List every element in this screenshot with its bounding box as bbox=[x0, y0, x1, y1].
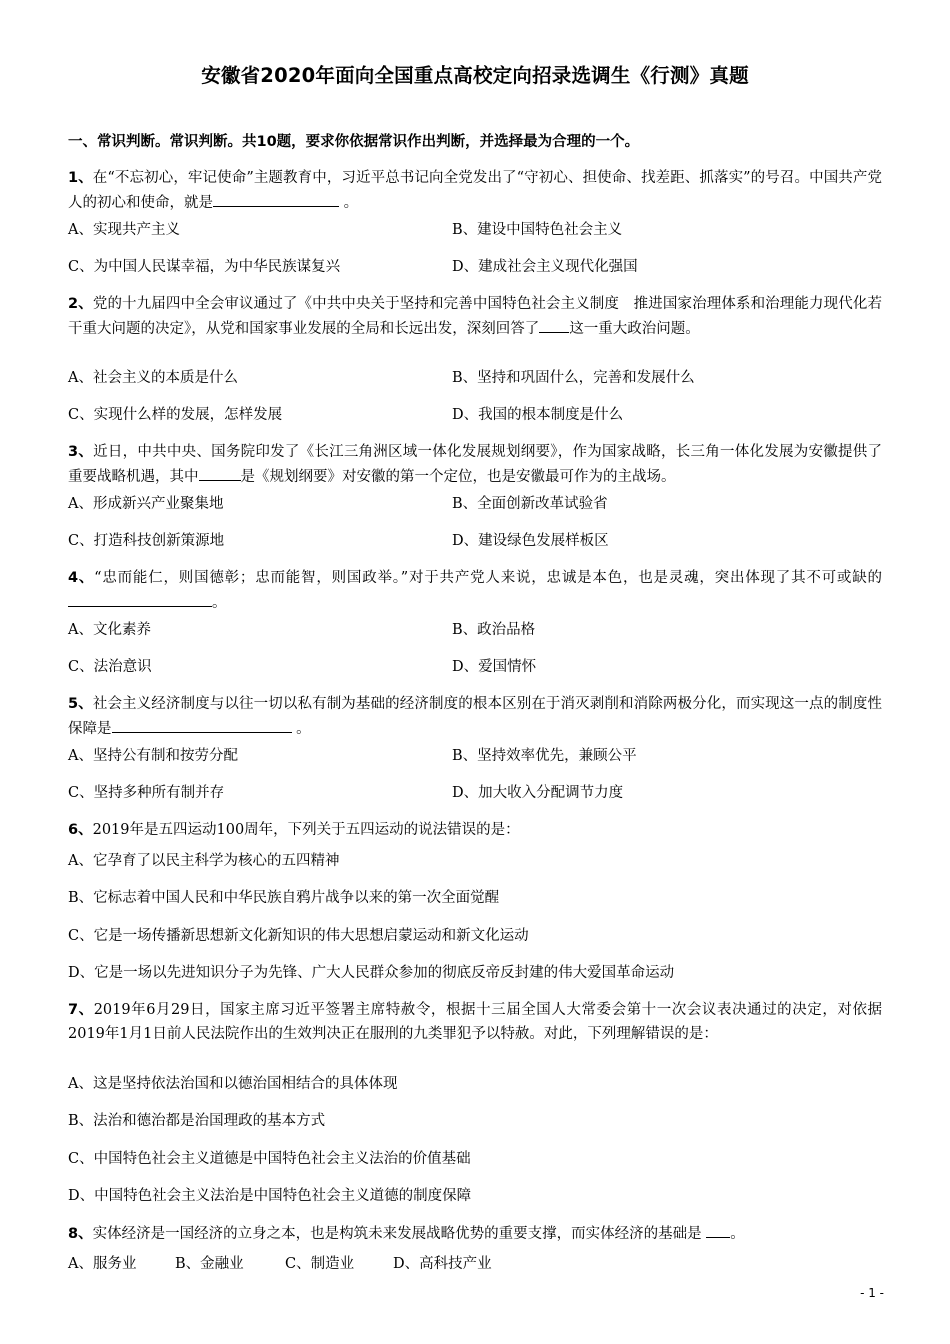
question-6-stem bbox=[68, 818, 882, 842]
question-text: 在“不忘初心，牢记使命”主题教育中，习近平总书记向全党发出了“守初心、担使命、找差距、抓落实”的号召。中国共产党人的初心和使命，就是 bbox=[68, 170, 882, 211]
option-a: A、这是坚持依法治国和以德治国相结合的具体体现 bbox=[68, 1076, 398, 1092]
question-text: 近日，中共中央、国务院印发了《长江三角洲区域一体化发展规划纲要》，作为国家战略，长三角一体化发展为安徽提供了重要战略机遇，其中 bbox=[68, 444, 882, 485]
option-c: C、制造业 bbox=[285, 1256, 355, 1272]
option-a: A、形成新兴产业聚集地 bbox=[68, 496, 224, 512]
option-d: D、加大收入分配调节力度 bbox=[452, 785, 624, 801]
question-text: 2019年是五四运动100周年，下列关于五四运动的说法错误的是： bbox=[92, 822, 520, 838]
question-number: 6、 bbox=[68, 822, 93, 838]
question-number: 2、 bbox=[68, 296, 93, 312]
answer-blank bbox=[199, 464, 241, 481]
option-a: A、坚持公有制和按劳分配 bbox=[68, 748, 238, 764]
question-text: 社会主义经济制度与以往一切以私有制为基础的经济制度的根本区别在于消灭剥削和消除两极分化，而实现这一点的制度性保障是 bbox=[68, 696, 882, 737]
option-b: B、建设中国特色社会主义 bbox=[452, 222, 623, 238]
question-text-end: 这一重大政治问题。 bbox=[569, 321, 700, 337]
option-b: B、金融业 bbox=[175, 1256, 244, 1272]
option-d: D、建设绿色发展样板区 bbox=[452, 533, 609, 549]
question-number: 7、 bbox=[68, 1002, 94, 1018]
answer-blank bbox=[706, 1221, 730, 1238]
question-text-end: 。 bbox=[730, 1226, 745, 1242]
question-2-stem bbox=[68, 292, 882, 341]
question-1-stem bbox=[68, 166, 882, 215]
question-number: 1、 bbox=[68, 170, 93, 186]
option-d: D、爱国情怀 bbox=[452, 659, 537, 675]
question-number: 5、 bbox=[68, 696, 93, 712]
page-title: 安徽省2020年面向全国重点高校定向招录选调生《行测》真题 bbox=[201, 64, 749, 87]
answer-blank bbox=[539, 316, 569, 333]
option-a: A、社会主义的本质是什么 bbox=[68, 370, 238, 386]
question-7-stem bbox=[68, 998, 882, 1046]
question-5-stem bbox=[68, 692, 882, 741]
answer-blank bbox=[213, 190, 339, 207]
option-c: C、法治意识 bbox=[68, 659, 152, 675]
option-d: D、高科技产业 bbox=[393, 1256, 492, 1272]
question-text: “忠而能仁，则国德彰；忠而能智，则国政举。”对于共产党人来说，忠诚是本色，也是灵魂，突出体现了其不可或缺的 bbox=[94, 570, 883, 586]
question-number: 4、 bbox=[68, 570, 95, 586]
page-number: - 1 - bbox=[860, 1286, 884, 1300]
option-c: C、坚持多种所有制并存 bbox=[68, 785, 225, 801]
option-a: A、它孕育了以民主科学为核心的五四精神 bbox=[68, 853, 340, 869]
question-text-end: 。 bbox=[212, 595, 227, 611]
question-text: 实体经济是一国经济的立身之本，也是构筑未来发展战略优势的重要支撑，而实体经济的基础是 bbox=[92, 1226, 707, 1242]
answer-blank bbox=[112, 716, 292, 733]
answer-blank bbox=[68, 590, 212, 607]
option-b: B、坚持和巩固什么，完善和发展什么 bbox=[452, 370, 695, 386]
option-b: B、法治和德治都是治国理政的基本方式 bbox=[68, 1113, 326, 1129]
question-text: 2019年6月29日，国家主席习近平签署主席特赦令，根据十三届全国人大常委会第十一次会议表决通过的决定，对依据2019年1月1日前人民法院作出的生效判决正在服刑的九类罪犯予以特赦。对此，下列理解错误的是： bbox=[68, 1002, 882, 1042]
option-b: B、政治品格 bbox=[452, 622, 536, 638]
question-3-stem bbox=[68, 440, 882, 489]
option-c: C、打造科技创新策源地 bbox=[68, 533, 225, 549]
option-d: D、它是一场以先进知识分子为先锋、广大人民群众参加的彻底反帝反封建的伟大爱国革命运动 bbox=[68, 965, 675, 981]
option-d: D、建成社会主义现代化强国 bbox=[452, 259, 638, 275]
option-d: D、我国的根本制度是什么 bbox=[452, 407, 624, 423]
option-b: B、全面创新改革试验省 bbox=[452, 496, 608, 512]
question-number: 8、 bbox=[68, 1226, 93, 1242]
question-text: 党的十九届四中全会审议通过了《中共中央关于坚持和完善中国特色社会主义制度 推进国家治理体系和治理能力现代化若干重大问题的决定》，从党和国家事业发展的全局和长远出发，深刻回答了 bbox=[68, 296, 882, 337]
option-d: D、中国特色社会主义法治是中国特色社会主义道德的制度保障 bbox=[68, 1188, 472, 1204]
option-a: A、实现共产主义 bbox=[68, 222, 180, 238]
option-a: A、文化素养 bbox=[68, 622, 151, 638]
question-4-stem bbox=[68, 566, 882, 615]
option-c: C、它是一场传播新思想新文化新知识的伟大思想启蒙运动和新文化运动 bbox=[68, 928, 529, 944]
question-number: 3、 bbox=[68, 444, 94, 460]
question-text-end: 是《规划纲要》对安徽的第一个定位，也是安徽最可作为的主战场。 bbox=[240, 469, 676, 485]
question-text-end: 。 bbox=[291, 721, 311, 737]
option-b: B、它标志着中国人民和中华民族自鸦片战争以来的第一次全面觉醒 bbox=[68, 890, 500, 906]
option-c: C、为中国人民谋幸福，为中华民族谋复兴 bbox=[68, 259, 341, 275]
option-c: C、中国特色社会主义道德是中国特色社会主义法治的价值基础 bbox=[68, 1151, 471, 1167]
question-8-stem bbox=[68, 1221, 882, 1246]
option-c: C、实现什么样的发展，怎样发展 bbox=[68, 407, 283, 423]
option-a: A、服务业 bbox=[68, 1256, 137, 1272]
option-b: B、坚持效率优先，兼顾公平 bbox=[452, 748, 637, 764]
section-heading: 一、常识判断。常识判断。共10题，要求你依据常识作出判断，并选择最为合理的一个。 bbox=[68, 134, 640, 150]
question-text-end: 。 bbox=[339, 195, 359, 211]
